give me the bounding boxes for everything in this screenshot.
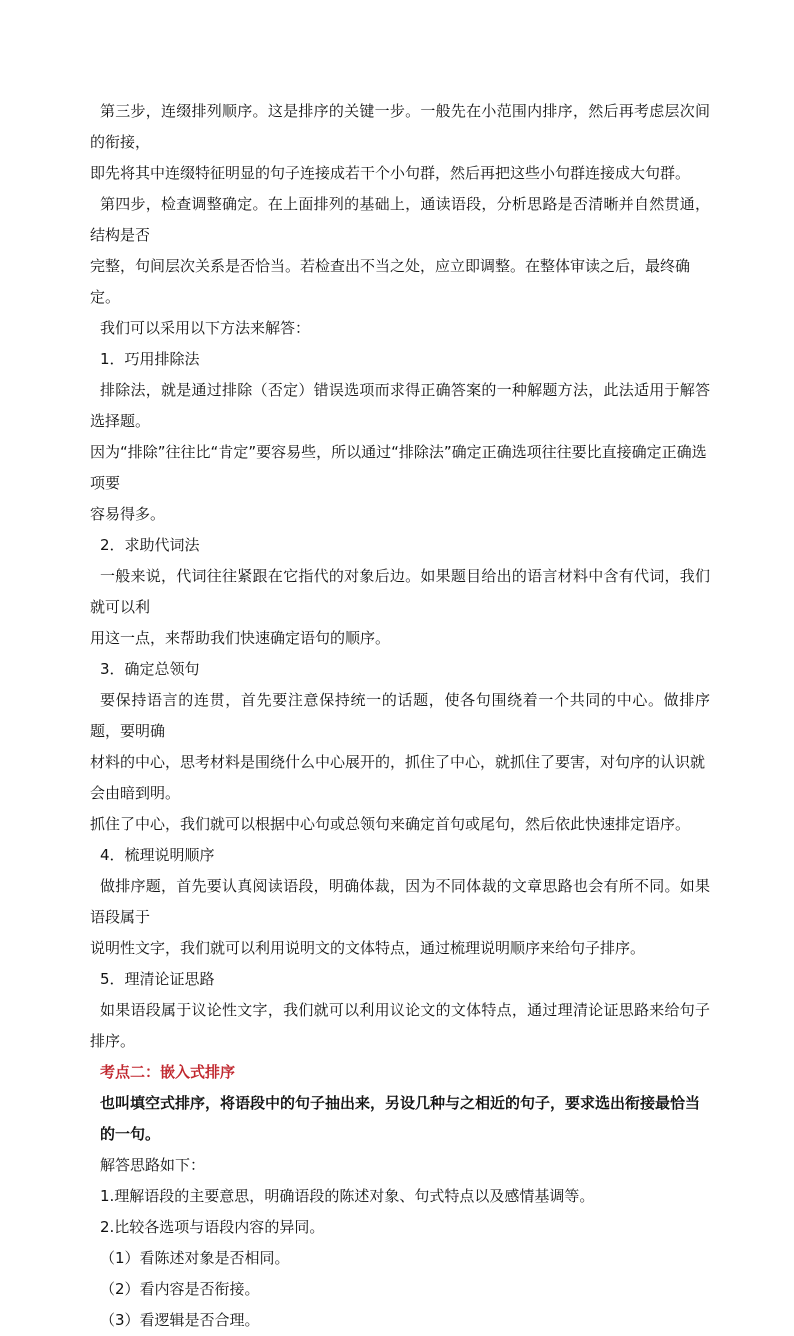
step4-paragraph-line2: 完整，句间层次关系是否恰当。若检查出不当之处，应立即调整。在整体审读之后，最终确定。 xyxy=(90,257,691,306)
method3-line2: 材料的中心，思考材料是围绕什么中心展开的，抓住了中心，就抓住了要害，对句序的认识就会由暗到明。 xyxy=(90,753,706,802)
method3-line3: 抓住了中心，我们就可以根据中心句或总领句来确定首句或尾句，然后依此快速排定语序。 xyxy=(90,815,691,833)
method5-title: 5．理清论证思路 xyxy=(100,970,215,988)
answer-substep2: （2）看内容是否衔接。 xyxy=(100,1280,260,1298)
methods-intro: 我们可以采用以下方法来解答： xyxy=(100,319,311,337)
method2-line2: 用这一点，来帮助我们快速确定语句的顺序。 xyxy=(90,629,391,647)
document-body xyxy=(90,96,710,1336)
step4-paragraph-line1: 第四步，检查调整确定。在上面排列的基础上，通读语段，分析思路是否清晰并自然贯通，结构是否 xyxy=(90,195,710,244)
method3-line1: 要保持语言的连贯，首先要注意保持统一的话题，使各句围绕着一个共同的中心。做排序题，要明确 xyxy=(90,691,710,740)
step3-paragraph-line1: 第三步，连缀排列顺序。这是排序的关键一步。一般先在小范围内排序，然后再考虑层次间的衔接， xyxy=(90,102,710,151)
method1-line1: 排除法，就是通过排除（否定）错误选项而求得正确答案的一种解题方法，此法适用于解答选择题。 xyxy=(90,381,710,430)
answer-substep3: （3）看逻辑是否合理。 xyxy=(100,1311,260,1329)
kaodian2-heading: 考点二：嵌入式排序 xyxy=(100,1063,236,1081)
answer-step1: 1.理解语段的主要意思，明确语段的陈述对象、句式特点以及感情基调等。 xyxy=(100,1187,595,1205)
method1-line2: 因为“排除”往往比“肯定”要容易些，所以通过“排除法”确定正确选项往往要比直接确定正确选项要 xyxy=(90,443,707,492)
answer-step2: 2.比较各选项与语段内容的异同。 xyxy=(100,1218,325,1236)
step3-paragraph-line2: 即先将其中连缀特征明显的句子连接成若干个小句群，然后再把这些小句群连接成大句群。 xyxy=(90,164,691,182)
method4-title: 4．梳理说明顺序 xyxy=(100,846,215,864)
method5-line1: 如果语段属于议论性文字，我们就可以利用议论文的文体特点，通过理清论证思路来给句子排序。 xyxy=(90,1001,710,1050)
method1-line3: 容易得多。 xyxy=(90,505,166,523)
kaodian2-description: 也叫填空式排序，将语段中的句子抽出来，另设几种与之相近的句子，要求选出衔接最恰当的一句。 xyxy=(100,1094,701,1143)
answer-substep1: （1）看陈述对象是否相同。 xyxy=(100,1249,290,1267)
method2-title: 2．求助代词法 xyxy=(100,536,200,554)
method3-title: 3．确定总领句 xyxy=(100,660,200,678)
answer-intro: 解答思路如下： xyxy=(100,1156,206,1174)
method4-line2: 说明性文字，我们就可以利用说明文的文体特点，通过梳理说明顺序来给句子排序。 xyxy=(90,939,646,957)
method4-line1: 做排序题，首先要认真阅读语段，明确体裁，因为不同体裁的文章思路也会有所不同。如果语段属于 xyxy=(90,877,710,926)
method2-line1: 一般来说，代词往往紧跟在它指代的对象后边。如果题目给出的语言材料中含有代词，我们就可以利 xyxy=(90,567,710,616)
method1-title: 1．巧用排除法 xyxy=(100,350,200,368)
